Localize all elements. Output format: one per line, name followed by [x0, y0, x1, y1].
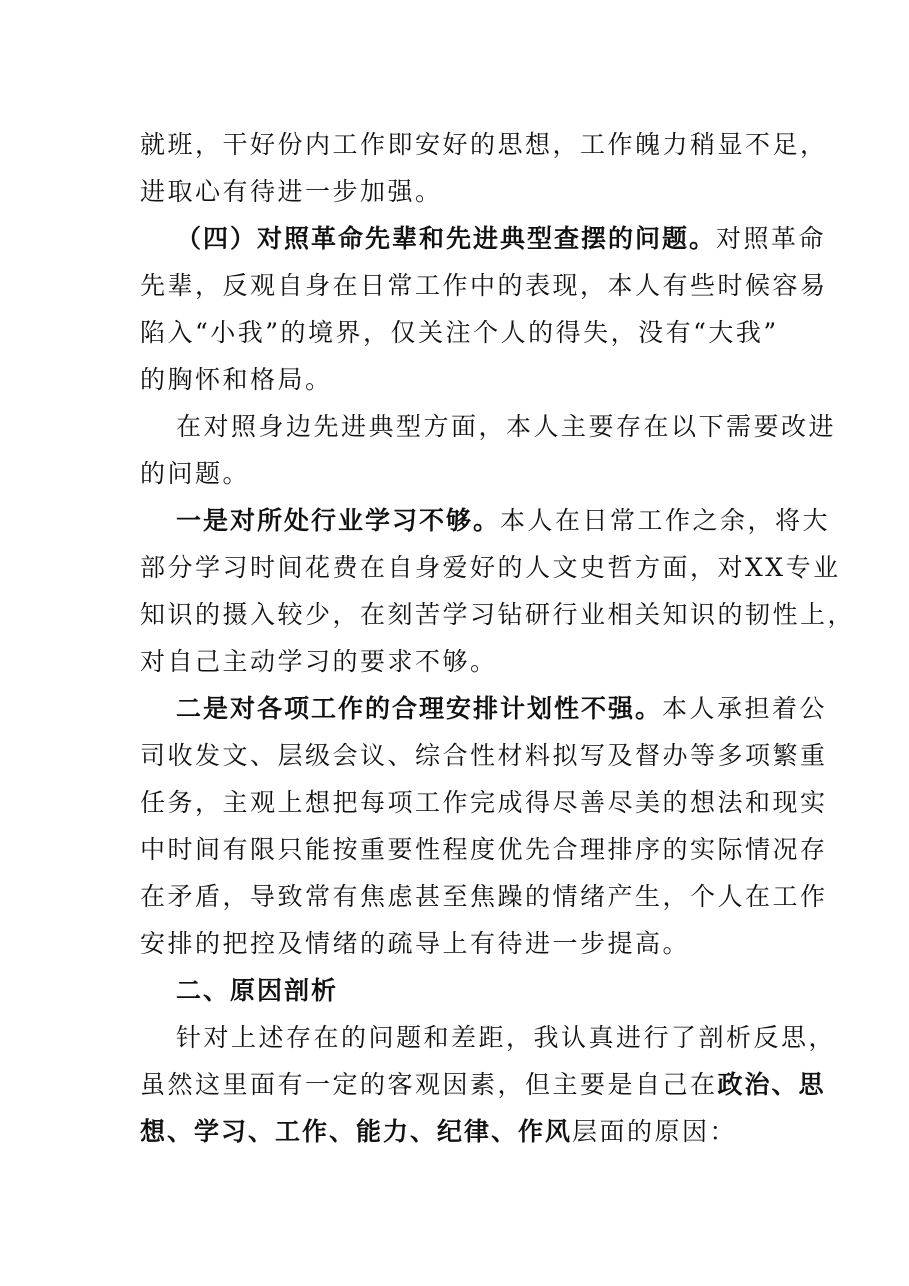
text-line	[140, 685, 828, 732]
paragraph-continuation	[140, 121, 828, 215]
text-fragment: 虽然这里面有一定的客观因素，但主要是自己在	[140, 1070, 718, 1099]
text-line	[140, 1108, 776, 1155]
paragraph-typical-comparison	[140, 403, 837, 497]
text-fragment: 层面的原因：	[572, 1117, 738, 1146]
text-line: 对自己主动学习的要求不够。	[140, 647, 498, 676]
section-two-heading: 二、原因剖析	[176, 976, 339, 1005]
paragraph-issue-two	[140, 685, 828, 967]
text-fragment: 对照革命	[716, 224, 827, 253]
text-line: 任务，主观上想把每项工作完成得尽善尽美的想法和现实	[140, 788, 828, 817]
text-line: 中时间有限只能按重要性程度优先合理排序的实际情况存	[140, 835, 828, 864]
text-line: 知识的摄入较少，在刻苦学习钻研行业相关知识的韧性上，	[140, 600, 856, 629]
document-body	[140, 121, 856, 1155]
text-line: 部分学习时间花费在自身爱好的人文史哲方面，对XX专业	[140, 553, 841, 582]
text-line: 在对照身边先进典型方面，本人主要存在以下需要改进	[176, 412, 837, 441]
text-line: 陷入“小我”的境界，仅关注个人的得失，没有“大我”	[140, 318, 779, 347]
text-line	[140, 1061, 826, 1108]
text-line: 的问题。	[140, 459, 251, 488]
text-fragment: 本人在日常工作之余，将大	[500, 506, 831, 535]
issue-two-heading: 二是对各项工作的合理安排计划性不强。	[176, 694, 663, 723]
text-line: 安排的把控及情绪的疏导上有待进一步提高。	[140, 929, 691, 958]
text-line: 就班，干好份内工作即安好的思想，工作魄力稍显不足，	[140, 130, 828, 159]
text-fragment: 本人承担着公	[662, 694, 828, 723]
text-line: 进取心有待进一步加强。	[140, 177, 443, 206]
text-line: 的胸怀和格局。	[140, 365, 333, 394]
issue-one-heading: 一是对所处行业学习不够。	[176, 506, 501, 535]
text-line	[140, 497, 831, 544]
paragraph-issue-one	[140, 497, 856, 685]
section-two-heading-paragraph	[140, 967, 776, 1014]
emphasis-text: 政治、思	[717, 1070, 826, 1099]
text-line: 针对上述存在的问题和差距，我认真进行了剖析反思，	[176, 1023, 837, 1052]
paragraph-cause-analysis	[140, 1014, 837, 1155]
text-line: 先辈，反观自身在日常工作中的表现，本人有些时候容易	[140, 271, 828, 300]
section-four-heading: （四）对照革命先辈和先进典型查摆的问题。	[176, 224, 717, 253]
paragraph-section-four	[140, 215, 828, 403]
text-line	[140, 215, 827, 262]
text-line: 在矛盾，导致常有焦虑甚至焦躁的情绪产生，个人在工作	[140, 882, 828, 911]
text-line: 司收发文、层级会议、综合性材料拟写及督办等多项繁重	[140, 741, 828, 770]
emphasis-text: 想、学习、工作、能力、纪律、作风	[140, 1117, 573, 1146]
